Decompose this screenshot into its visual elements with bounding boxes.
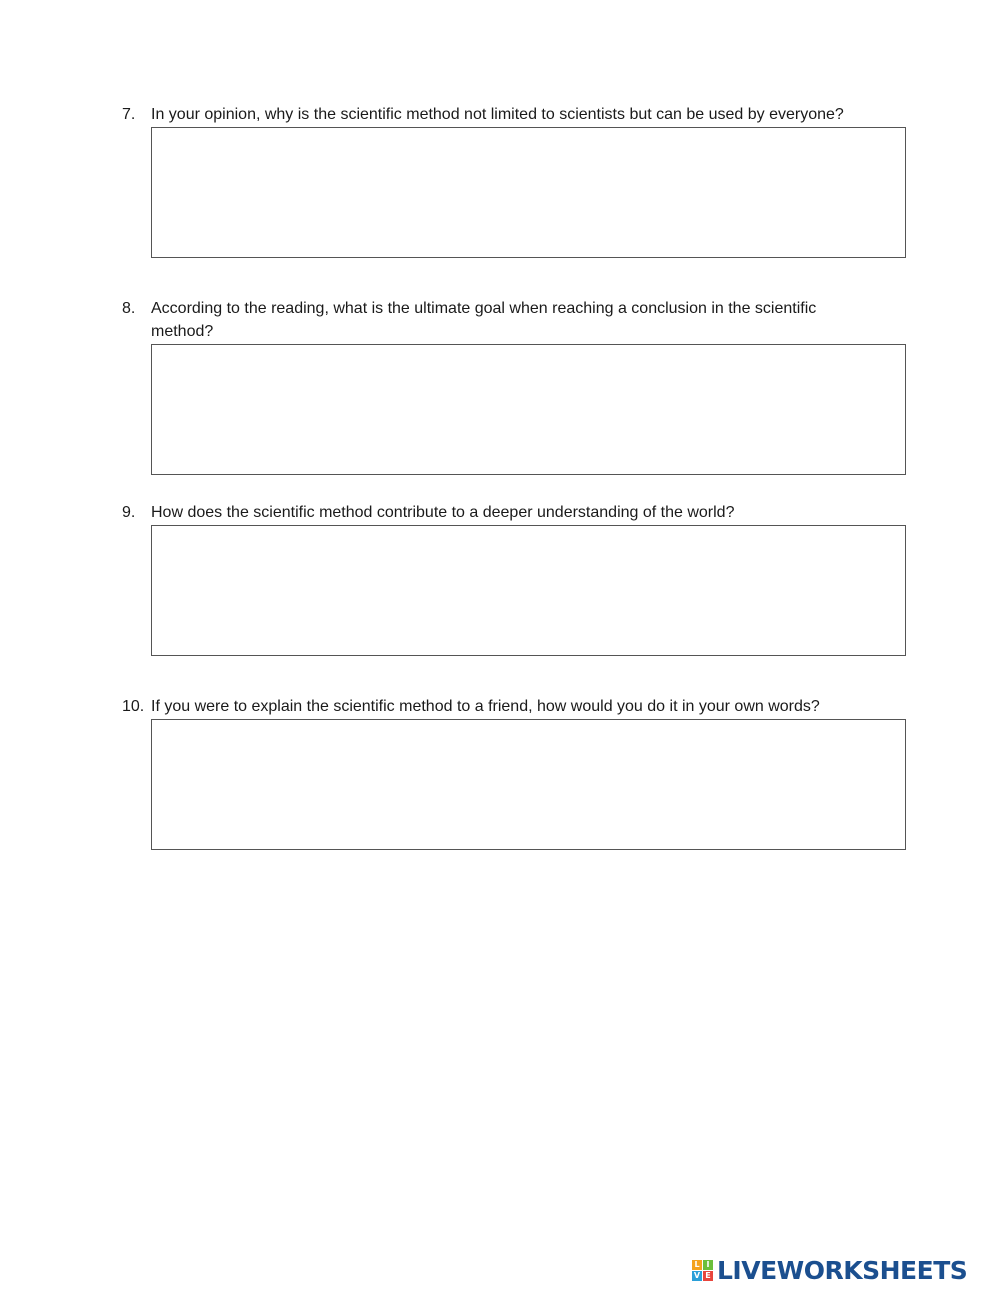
liveworksheets-logo bbox=[692, 1256, 967, 1284]
question-text-row bbox=[122, 695, 912, 718]
question-number: 7. bbox=[122, 106, 136, 123]
logo-letter-l: L bbox=[692, 1260, 702, 1270]
answer-box-7[interactable] bbox=[151, 127, 906, 258]
question-prompt: In your opinion, why is the scientific method not limited to scientists but can be used by everyone? bbox=[151, 106, 844, 123]
question-text-row bbox=[122, 297, 912, 343]
question-prompt: According to the reading, what is the ultimate goal when reaching a conclusion in the scientific method? bbox=[151, 300, 817, 340]
logo-wordmark: LIVEWORKSHEETS bbox=[717, 1255, 968, 1285]
question-number: 8. bbox=[122, 300, 136, 317]
logo-letter-i: I bbox=[703, 1260, 713, 1270]
answer-box-9[interactable] bbox=[151, 525, 906, 656]
question-number: 10. bbox=[122, 698, 145, 715]
question-prompt: If you were to explain the scientific method to a friend, how would you do it in your own words? bbox=[151, 698, 820, 715]
answer-box-10[interactable] bbox=[151, 719, 906, 850]
question-9 bbox=[122, 501, 912, 524]
question-10 bbox=[122, 695, 912, 718]
question-prompt: How does the scientific method contribute to a deeper understanding of the world? bbox=[151, 504, 735, 521]
question-text-row bbox=[122, 103, 912, 126]
question-7 bbox=[122, 103, 912, 126]
live-icon bbox=[692, 1260, 713, 1281]
question-number: 9. bbox=[122, 504, 136, 521]
logo-letter-e: E bbox=[703, 1271, 713, 1281]
logo-letter-v: V bbox=[693, 1270, 701, 1280]
answer-box-8[interactable] bbox=[151, 344, 906, 475]
question-8 bbox=[122, 297, 912, 343]
question-text-row bbox=[122, 501, 912, 524]
